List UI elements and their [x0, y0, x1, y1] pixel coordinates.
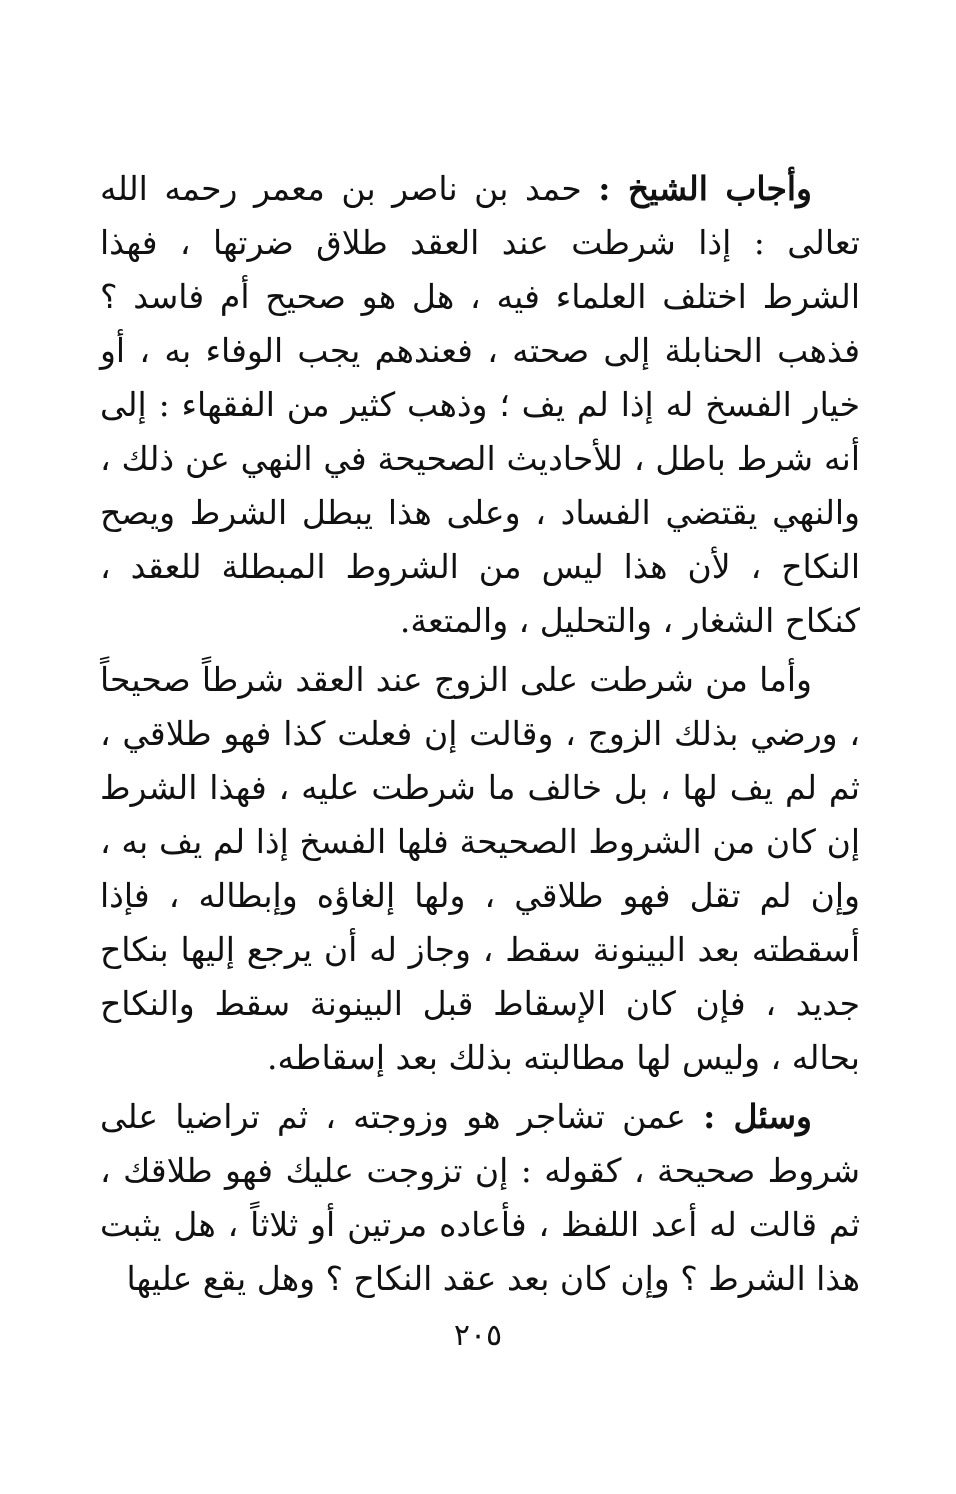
page-number: ٢٠٥ [453, 1318, 503, 1353]
paragraph-lead-question: وسئل : [703, 1097, 812, 1136]
paragraph-question [100, 1090, 860, 1306]
paragraph-body-conditions: وأما من شرطت على الزوج عند العقد شرطاً صحيحاً ، ورضي بذلك الزوج ، وقالت إن فعلت كذا فهو طلاقي ، ثم لم يف لها ، بل خالف ما شرطت عليه ، فهذا الشرط إن كان من الشروط الصحيحة فلها الفسخ إذا لم يف به ، وإن لم تقل فهو طلاقي ، ولها إلغاؤه وإبطاله ، فإذا أسقطته بعد البينونة سقط ، وجاز له أن يرجع إليها بنكاح جديد ، فإن كان الإسقاط قبل البينونة سقط والنكاح بحاله ، وليس لها مطالبته بذلك بعد إسقاطه. [100, 660, 860, 1077]
paragraph-lead-answer: وأجاب الشيخ : [598, 169, 812, 208]
paragraph-body-question: عمن تشاجر هو وزوجته ، ثم تراضيا على شروط صحيحة ، كقوله : إن تزوجت عليك فهو طلاقك ، ثم قالت له أعد اللفظ ، فأعاده مرتين أو ثلاثاً ، هل يثبت هذا الشرط ؟ وإن كان بعد عقد النكاح ؟ وهل يقع عليها [100, 1097, 860, 1298]
paragraph-conditions [100, 653, 860, 1085]
paragraph-answer [100, 162, 860, 648]
paragraph-body-answer: حمد بن ناصر بن معمر رحمه الله تعالى : إذا شرطت عند العقد طلاق ضرتها ، فهذا الشرط اختلف العلماء فيه ، هل هو صحيح أم فاسد ؟ فذهب الحنابلة إلى صحته ، فعندهم يجب الوفاء به ، أو خيار الفسخ له إذا لم يف ؛ وذهب كثير من الفقهاء : إلى أنه شرط باطل ، للأحاديث الصحيحة في النهي عن ذلك ، والنهي يقتضي الفساد ، وعلى هذا يبطل الشرط ويصح النكاح ، لأن هذا ليس من الشروط المبطلة للعقد ، كنكاح الشغار ، والتحليل ، والمتعة. [100, 169, 860, 640]
